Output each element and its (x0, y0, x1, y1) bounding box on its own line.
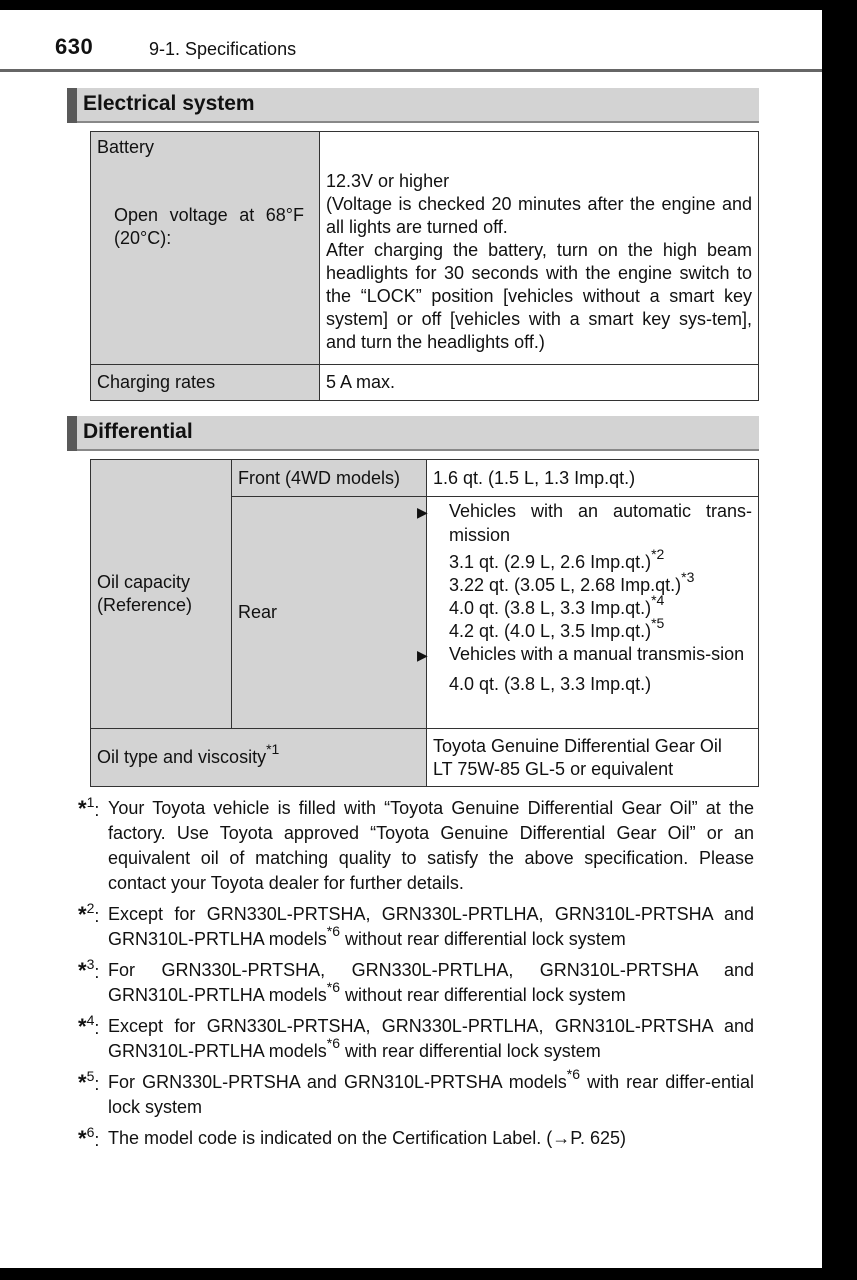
page-header (0, 10, 822, 72)
footnote-text: without rear differential lock system (340, 985, 626, 1005)
page-number: 630 (55, 34, 94, 59)
chapter-title: 9-1. Specifications (149, 39, 297, 59)
section-title: Electrical system (83, 92, 255, 115)
oil-capacity-label-cell (91, 460, 232, 729)
footnotes (78, 796, 754, 1157)
footnote-5 (78, 1066, 754, 1120)
footnote-ref: *1 (266, 741, 280, 757)
footnote-3 (78, 958, 754, 1008)
charging-label-cell (91, 365, 320, 401)
footnote-marker: *$^4$: (78, 1012, 100, 1039)
charging-value: 5 A max. (326, 372, 396, 392)
section-heading-differential (67, 416, 759, 451)
front-label-cell (232, 460, 427, 497)
triangle-bullet-icon: ▶ (417, 504, 428, 520)
manual-value: 4.0 qt. (3.8 L, 3.3 Imp.qt.) (449, 674, 652, 694)
footnote-marker: *$^2$: (78, 900, 100, 927)
battery-label: Battery (97, 137, 155, 157)
footnote-1 (78, 796, 754, 896)
manual-heading-text: Vehicles with a manual transmis-sion (449, 644, 745, 664)
open-voltage-value-cell (320, 132, 759, 365)
charging-instruction: After charging the battery, turn on the high beam headlights for 30 seconds with the engine switch to the “LOCK” position [vehicles without a smart key system] or off [vehicles with a smart key sys-tem], and turn the headlights off.) (326, 240, 752, 352)
oil-capacity-reference: (Reference) (97, 595, 193, 615)
auto-value-row: 4.2 qt. (4.0 L, 3.5 Imp.qt.)$^{*5}$ (449, 615, 665, 641)
footnote-ref: *4 (651, 592, 665, 608)
footnote-text: For GRN330L-PRTSHA and GRN310L-PRTSHA models (108, 1072, 567, 1092)
triangle-bullet-icon: ▶ (417, 647, 428, 663)
rear-value-cell (417, 497, 759, 729)
footnote-ref: *2 (651, 546, 665, 562)
footnote-marker: *$^1$: (78, 794, 100, 821)
auto-value-row: 3.1 qt. (2.9 L, 2.6 Imp.qt.)$^{*2}$ (449, 546, 665, 572)
footnote-text: Your Toyota vehicle is filled with “Toyota Genuine Differential Gear Oil” at the factory. Use Toyota approved “Toyota Genuine Differential Gear Oil” or an equivalent oil of matching quality to satisfy the above specification. Please contact your Toyota dealer for further details. (108, 798, 754, 893)
footnote-text: Except for GRN330L-PRTSHA, GRN330L-PRTLHA, GRN310L-PRTSHA and GRN310L-PRTLHA models (108, 904, 754, 949)
rear-label: Rear (238, 602, 278, 622)
electrical-table (90, 131, 759, 401)
footnote-ref: *5 (651, 615, 665, 631)
section-title: Differential (83, 420, 193, 443)
open-voltage-label: Open voltage at 68°F (20°C): (114, 205, 304, 248)
oil-type-label: Oil type and viscosity (97, 747, 267, 767)
oil-type-value: Toyota Genuine Differential Gear Oil (433, 735, 722, 756)
header-rule (0, 69, 822, 72)
front-label: Front (4WD models) (238, 467, 401, 488)
manual-transmission-heading (417, 643, 752, 667)
oil-type-grade: LT 75W-85 GL-5 or equivalent (433, 758, 674, 779)
footnote-4 (78, 1014, 754, 1064)
voltage-check-note: (Voltage is checked 20 minutes after the engine and all lights are turned off. (326, 194, 752, 237)
footnote-text: with rear differ-ential lock system (108, 1072, 754, 1117)
section-heading-electrical (67, 88, 759, 123)
auto-value-row: 4.0 qt. (3.8 L, 3.3 Imp.qt.)$^{*4}$ (449, 592, 665, 618)
oil-type-label-cell (91, 729, 427, 787)
charging-value-cell (320, 365, 759, 401)
front-value-cell (427, 460, 759, 497)
footnote-text: without rear differential lock system (340, 929, 626, 949)
footnote-ref: *6 (326, 979, 340, 995)
front-value: 1.6 qt. (1.5 L, 1.3 Imp.qt.) (433, 467, 636, 488)
automatic-heading-text: Vehicles with an automatic trans-mission (449, 501, 752, 545)
oil-type-value-cell (427, 729, 759, 787)
automatic-values (433, 546, 752, 643)
footnote-ref: *6 (326, 1035, 340, 1051)
footnote-6 (78, 1126, 754, 1151)
auto-value-row: 3.22 qt. (3.05 L, 2.68 Imp.qt.)$^{*3}$ (449, 569, 695, 595)
battery-label-cell (91, 132, 320, 365)
footnote-text: Except for GRN330L-PRTSHA, GRN330L-PRTLHA, GRN310L-PRTSHA and GRN310L-PRTLHA models (108, 1016, 754, 1061)
footnote-ref: *6 (326, 923, 340, 939)
open-voltage-value: 12.3V or higher (326, 171, 450, 191)
footnote-marker: *$^5$: (78, 1068, 100, 1095)
footnote-text: For GRN330L-PRTSHA, GRN330L-PRTLHA, GRN310L-PRTSHA and GRN310L-PRTLHA models (108, 960, 754, 1005)
footnote-marker: *$^6$: (78, 1124, 100, 1151)
rear-label-cell (232, 497, 427, 729)
charging-label: Charging rates (97, 372, 216, 392)
footnote-text: with rear differential lock system (340, 1041, 601, 1061)
differential-table (90, 459, 759, 787)
automatic-transmission-heading (417, 500, 752, 547)
footnote-ref: *3 (681, 569, 695, 585)
footnote-marker: *$^3$: (78, 956, 100, 983)
footnote-text: The model code is indicated on the Certification Label. (→P. 625) (108, 1128, 626, 1148)
oil-capacity-label: Oil capacity (97, 572, 191, 592)
footnote-2 (78, 902, 754, 952)
manual-page (0, 10, 822, 1268)
footnote-ref: *6 (566, 1066, 581, 1082)
section-accent (67, 416, 77, 451)
section-accent (67, 88, 77, 123)
